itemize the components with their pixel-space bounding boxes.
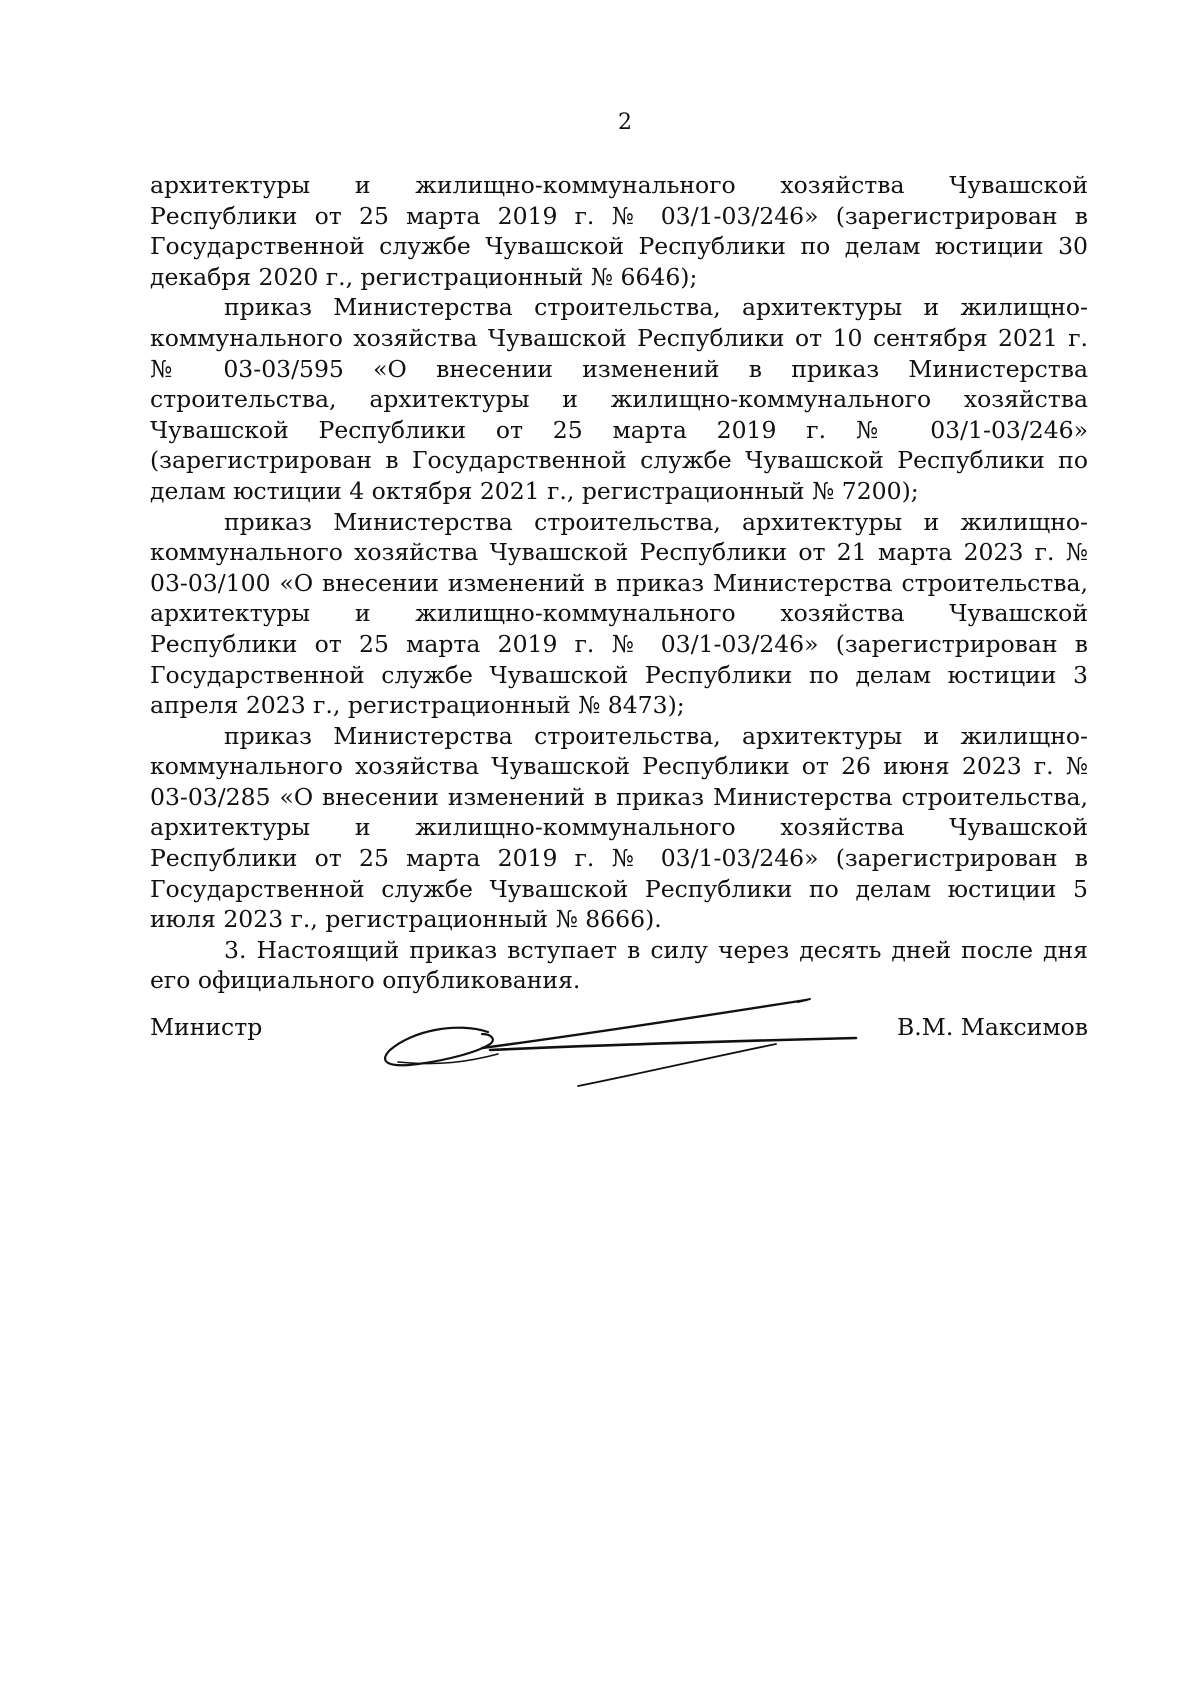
paragraph-order-2021: приказ Министерства строительства, архитектуры и жилищно-коммунального хозяйства Чувашской Республики от 10 сентября 2021 г. № 03-03/595 «О внесении изменений в приказ Министерства строительства, архитектуры и жилищно-коммунального хозяйства Чувашской Республики от 25 марта 2019 г. № 03/1-03/246» (зарегистрирован в Государственной службе Чувашской Республики по делам юстиции 4 октября 2021 г., регистрационный № 7200);	[150, 293, 1088, 505]
signatory-title: Министр	[150, 1013, 263, 1041]
paragraph-continuation: архитектуры и жилищно-коммунального хозяйства Чувашской Республики от 25 марта 2019 г. № 03/1-03/246» (зарегистрирован в Государственной службе Чувашской Республики по делам юстиции 30 декабря 2020 г., регистрационный № 6646);	[150, 171, 1088, 291]
signature-block	[150, 982, 1088, 1122]
signatory-name: В.М. Максимов	[897, 1013, 1088, 1041]
handwritten-signature	[378, 982, 858, 1092]
paragraph-order-march-2023: приказ Министерства строительства, архитектуры и жилищно-коммунального хозяйства Чувашской Республики от 21 марта 2023 г. № 03-03/100 «О внесении изменений в приказ Министерства строительства, архитектуры и жилищно-коммунального хозяйства Чувашской Республики от 25 марта 2019 г. № 03/1-03/246» (зарегистрирован в Государственной службе Чувашской Республики по делам юстиции 3 апреля 2023 г., регистрационный № 8473);	[150, 507, 1088, 720]
paragraph-order-june-2023: приказ Министерства строительства, архитектуры и жилищно-коммунального хозяйства Чувашской Республики от 26 июня 2023 г. № 03-03/285 «О внесении изменений в приказ Министерства строительства, архитектуры и жилищно-коммунального хозяйства Чувашской Республики от 25 марта 2019 г. № 03/1-03/246» (зарегистрирован в Государственной службе Чувашской Республики по делам юстиции 5 июля 2023 г., регистрационный № 8666).	[150, 721, 1088, 934]
page-number: 2	[618, 110, 632, 135]
paragraph-effective-clause: 3. Настоящий приказ вступает в силу через десять дней после дня его официального опубликования.	[150, 935, 1088, 995]
document-body	[150, 170, 1088, 996]
